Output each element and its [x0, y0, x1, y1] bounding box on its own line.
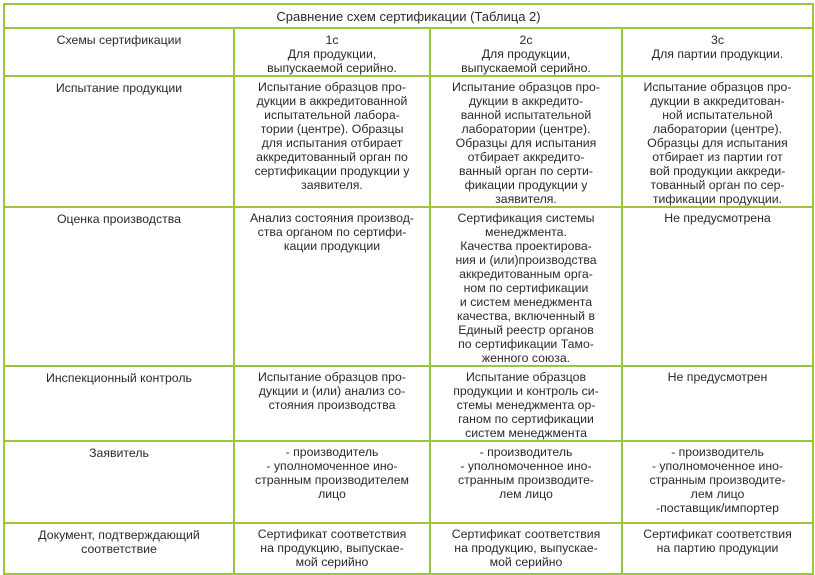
cell-3c — [622, 441, 813, 523]
text-line: - производитель — [479, 445, 573, 459]
cell-1c — [234, 441, 430, 523]
text-line: Для продукции, — [481, 47, 571, 61]
text-line: Образцы для испытания — [455, 136, 597, 150]
table-title: Сравнение схем сертификации (Таблица 2) — [4, 4, 813, 28]
text-line: Не предусмотрен — [667, 370, 768, 384]
text-line: качества, включенный в — [457, 309, 595, 323]
text-line: Испытание образцов про- — [643, 80, 792, 94]
text-line: мой серийно — [489, 555, 563, 569]
table-row — [4, 76, 813, 207]
cell-2c — [430, 207, 622, 366]
text-line: ном по сертификации — [463, 281, 589, 295]
text-line: Испытание продукции — [55, 81, 183, 95]
text-line: лаборатории (центре). — [652, 122, 783, 136]
text-line: - уполномоченное ино- — [651, 459, 784, 473]
text-line: Качества проектирова- — [460, 239, 592, 253]
text-line: мой серийно — [295, 555, 369, 569]
text-line: ванный орган по серти- — [459, 164, 593, 178]
text-line: Сертификат соответствия — [451, 527, 601, 541]
cell-2c — [430, 366, 622, 441]
text-line: Заявитель — [89, 446, 149, 460]
text-line: странным производите- — [649, 473, 786, 487]
table-row — [4, 441, 813, 523]
scheme-3c-header — [622, 28, 813, 76]
text-line: - производитель — [285, 445, 379, 459]
text-line: тории (центре). Образцы — [260, 122, 404, 136]
scheme-description — [435, 47, 617, 75]
row-label-inspection-control — [4, 366, 234, 441]
text-line: кации продукции — [283, 239, 381, 253]
certification-comparison-table — [3, 3, 814, 575]
text-line: Сертификат соответствия — [257, 527, 407, 541]
text-line: лем лицо — [499, 487, 553, 501]
scheme-code: 2с — [519, 33, 533, 47]
text-line: -поставщик/импортер — [656, 501, 779, 515]
text-line: отбирает из партии гот — [652, 150, 783, 164]
text-line: Не предусмотрена — [664, 211, 771, 225]
text-line: аккредитованный орган по — [256, 150, 408, 164]
text-line: вой продукции аккреди- — [649, 164, 786, 178]
scheme-header-label: Схемы сертификации — [4, 28, 234, 76]
text-line: ганом по сертификации — [458, 412, 594, 426]
text-line: Для продукции, — [287, 47, 377, 61]
text-line: Сертификат соответствия — [643, 527, 792, 541]
text-line: ства органом по сертифи- — [257, 225, 407, 239]
text-line: Испытание образцов — [465, 370, 587, 384]
text-line: дукции в аккредито- — [468, 94, 584, 108]
text-line: Инспекционный контроль — [46, 371, 192, 385]
cell-2c — [430, 76, 622, 207]
cell-1c — [234, 523, 430, 574]
text-line: по сертификации Тамо- — [458, 337, 594, 351]
text-line: менеджмента. — [485, 225, 567, 239]
scheme-code: 1с — [325, 33, 339, 47]
cell-3c — [622, 366, 813, 441]
row-label-production-assessment — [4, 207, 234, 366]
text-line: лицо — [318, 487, 346, 501]
scheme-2c-header — [430, 28, 622, 76]
text-line: - уполномоченное ино- — [460, 459, 592, 473]
text-line: Единый реестр органов — [458, 323, 594, 337]
text-line: странным производите- — [457, 473, 595, 487]
text-line: выпускаемой серийно. — [267, 61, 397, 75]
text-line: ной испытательной — [662, 108, 773, 122]
text-line: Образцы для испытания — [647, 136, 788, 150]
text-line: заявителя. — [495, 192, 557, 206]
text-line: для испытания отбирает — [261, 136, 403, 150]
cell-3c — [622, 523, 813, 574]
text-line: Испытание образцов про- — [258, 370, 406, 384]
cell-3c — [622, 76, 813, 207]
text-line: Анализ состояния производ- — [249, 211, 414, 225]
text-line: стемы менеджмента ор- — [456, 398, 596, 412]
text-line: на продукцию, выпускае- — [260, 541, 404, 555]
text-line: дукции в аккредитованной — [256, 94, 408, 108]
text-line: выпускаемой серийно. — [461, 61, 591, 75]
text-line: Оценка производства — [56, 212, 181, 226]
cell-1c — [234, 207, 430, 366]
text-line: Испытание образцов про- — [452, 80, 600, 94]
scheme-description — [627, 47, 808, 61]
text-line: ванной испытательной — [460, 108, 592, 122]
text-line: - уполномоченное ино- — [266, 459, 398, 473]
text-line: систем менеджмента — [465, 426, 587, 440]
cell-3c — [622, 207, 813, 366]
text-line: аккредитованным орга- — [459, 267, 593, 281]
text-line: Испытание образцов про- — [258, 80, 406, 94]
scheme-1c-header — [234, 28, 430, 76]
row-label-conformity-document — [4, 523, 234, 574]
cell-1c — [234, 76, 430, 207]
text-line: на партию продукции — [656, 541, 779, 555]
row-label-product-testing — [4, 76, 234, 207]
text-line: тованный орган по сер- — [650, 178, 785, 192]
text-line: фикации продукции у — [464, 178, 588, 192]
text-line: продукции и контроль си- — [453, 384, 599, 398]
text-line: дукции и (или) анализ со- — [258, 384, 406, 398]
text-line: и систем менеджмента — [459, 295, 593, 309]
text-line: на продукцию, выпускае- — [454, 541, 598, 555]
text-line: сертификации продукции у — [254, 164, 410, 178]
cell-2c — [430, 441, 622, 523]
text-line: дукции в аккредитован- — [650, 94, 785, 108]
text-line: женного союза. — [481, 351, 571, 365]
text-line: лем лицо — [690, 487, 745, 501]
text-line: Документ, подтверждающий — [38, 528, 200, 542]
table-row — [4, 523, 813, 574]
text-line: соответствие — [81, 542, 157, 556]
scheme-description — [239, 47, 425, 75]
cell-2c — [430, 523, 622, 574]
text-line: ния и (или)производства — [455, 253, 597, 267]
text-line: отбирает аккредито- — [467, 150, 585, 164]
text-line: лаборатории (центре). — [461, 122, 591, 136]
table-row — [4, 366, 813, 441]
text-line: тификации продукции. — [652, 192, 783, 206]
header-row — [4, 28, 813, 76]
text-line: заявителя. — [301, 178, 363, 192]
text-line: Для партии продукции. — [651, 47, 784, 61]
text-line: Сертификация системы — [457, 211, 595, 225]
text-line: - производитель — [671, 445, 764, 459]
scheme-code: 3с — [711, 33, 724, 47]
cell-1c — [234, 366, 430, 441]
row-label-applicant — [4, 441, 234, 523]
text-line: стояния производства — [268, 398, 396, 412]
table-row — [4, 207, 813, 366]
title-row — [4, 4, 813, 28]
text-line: испытательной лабора- — [264, 108, 400, 122]
text-line: странным производителем — [255, 473, 409, 487]
